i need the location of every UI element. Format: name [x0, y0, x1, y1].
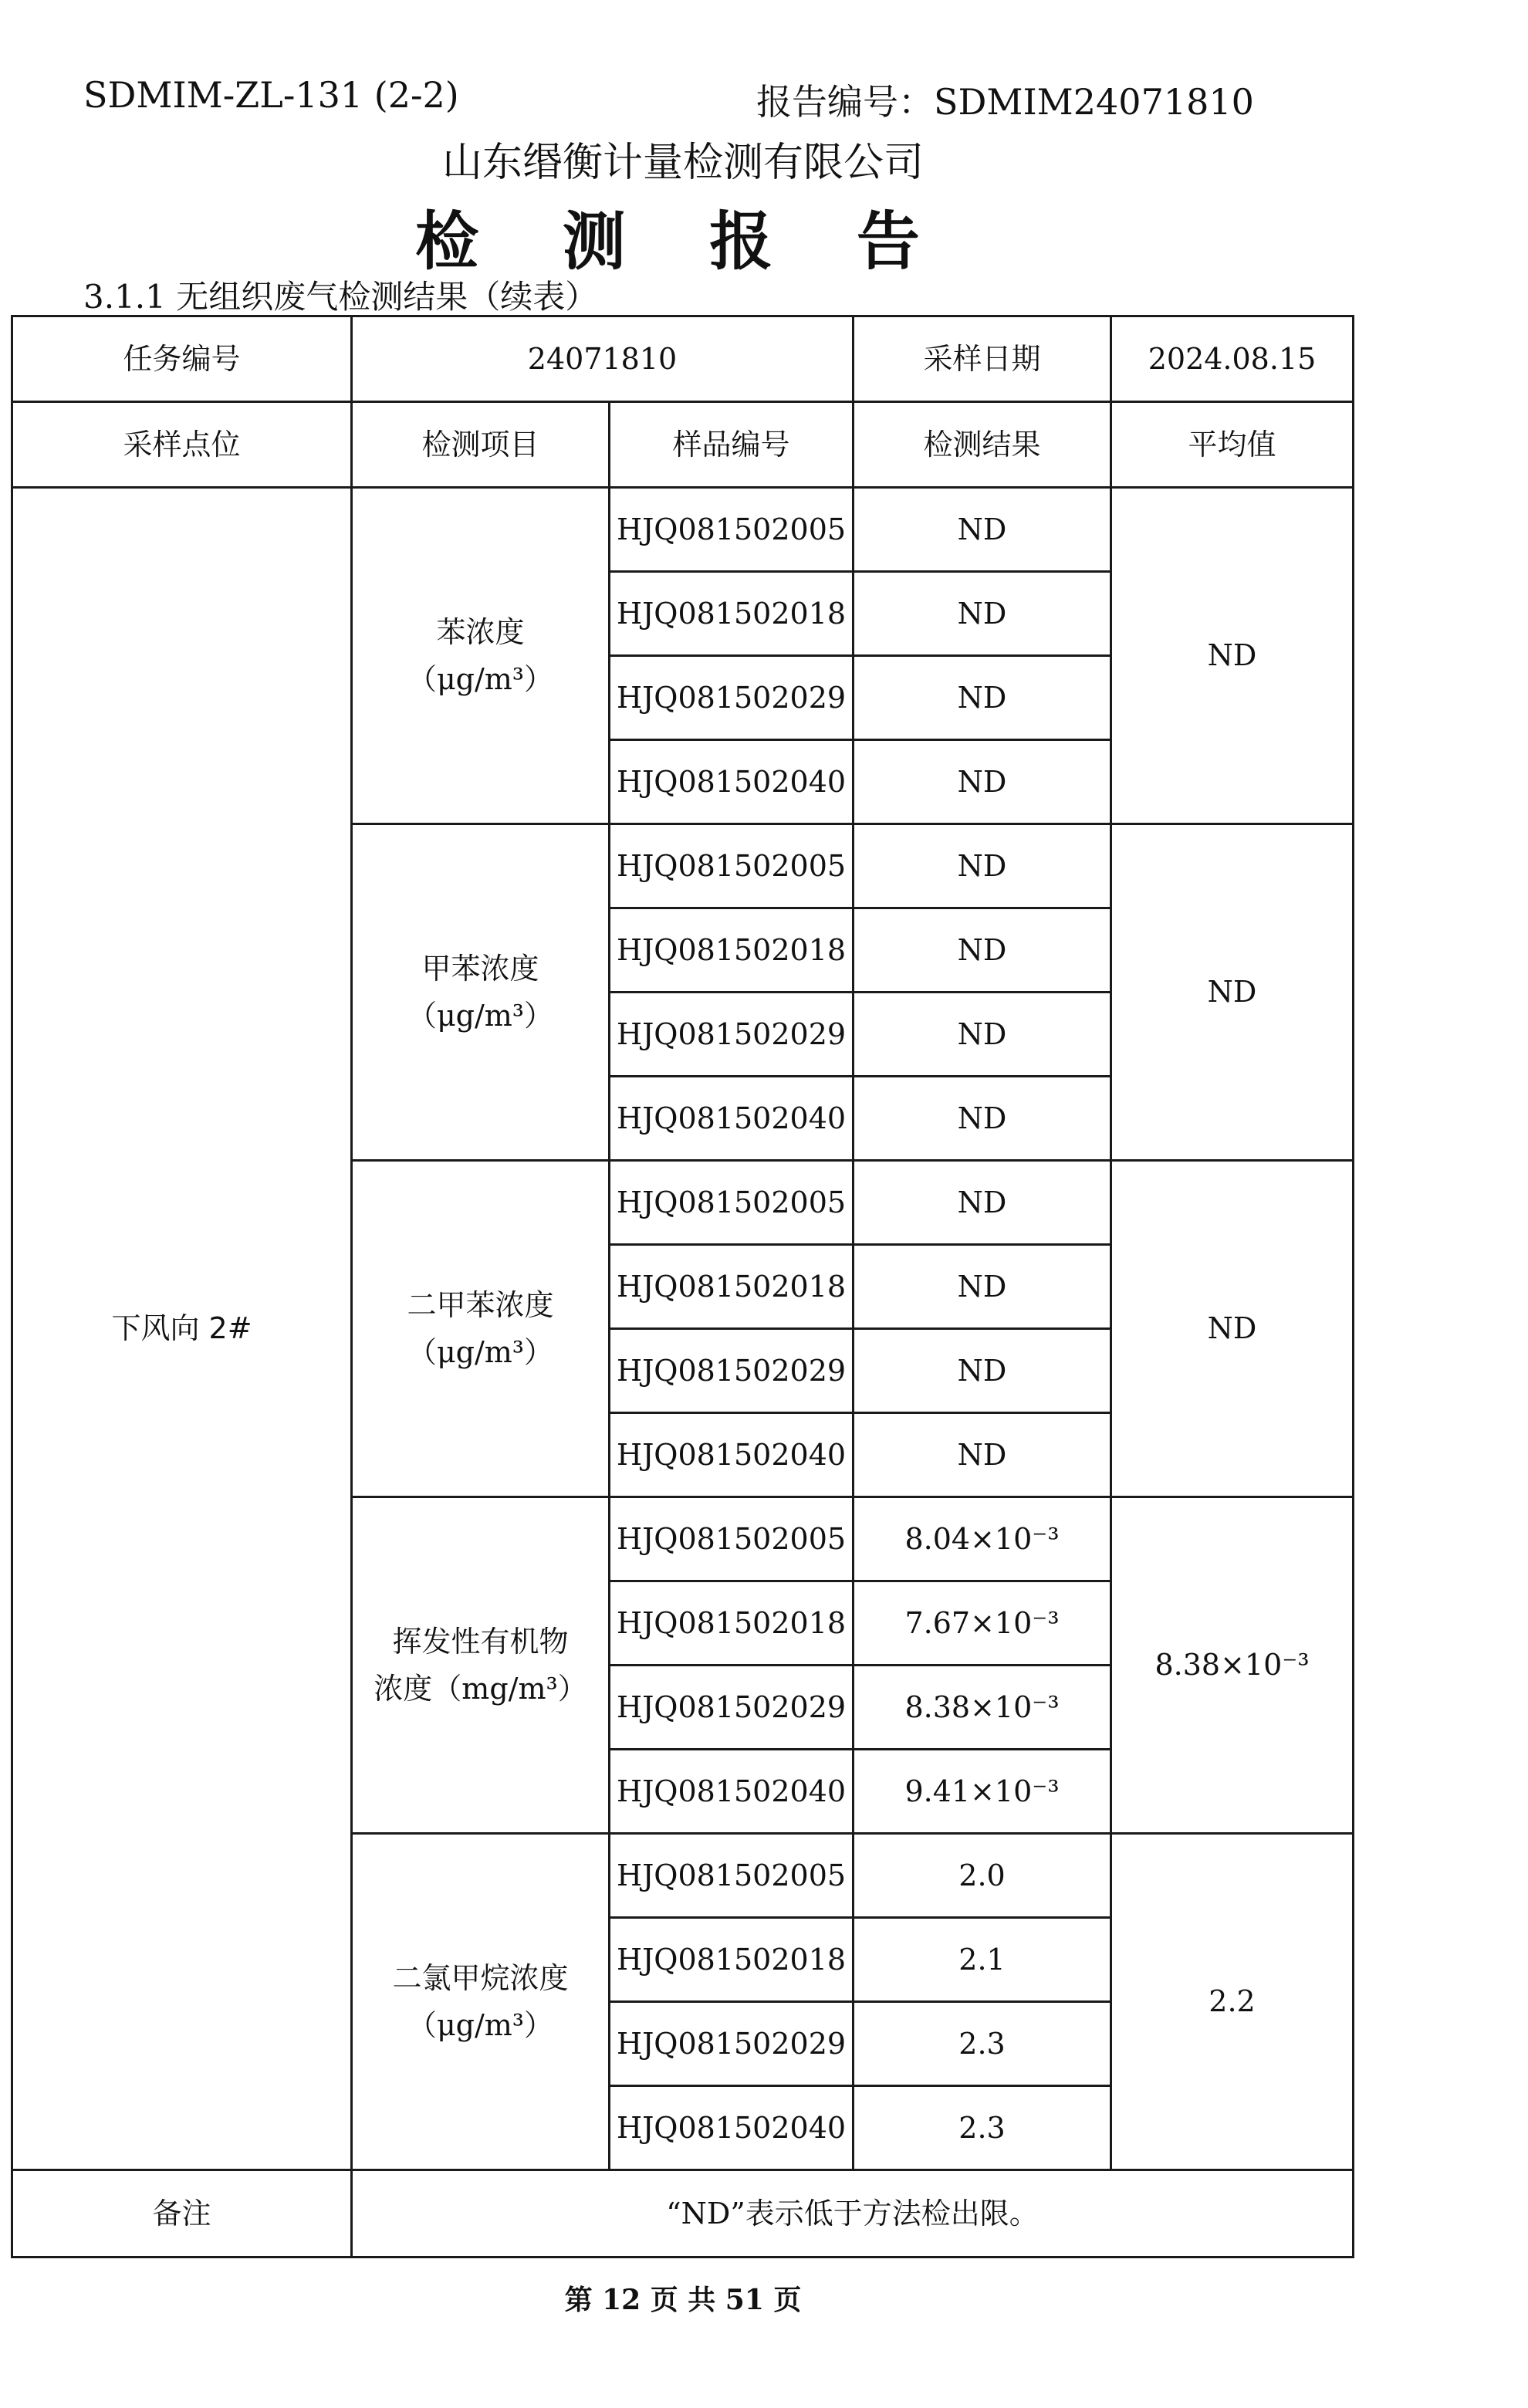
report-title: 检 测 报 告: [415, 205, 951, 279]
col-header-item: 检测项目: [352, 402, 610, 488]
test-result: ND: [854, 1413, 1111, 1497]
sample-number: HJQ081502018: [610, 572, 854, 656]
col-header-sample: 样品编号: [610, 402, 854, 488]
test-result: ND: [854, 1329, 1111, 1413]
average-value: ND: [1111, 824, 1354, 1161]
report-number-label: 报告编号：: [756, 81, 934, 123]
test-item: [352, 1497, 610, 1834]
sample-number: HJQ081502040: [610, 1750, 854, 1834]
document-code: SDMIM-ZL-131 (2-2): [83, 74, 459, 116]
test-result: 2.3: [854, 2002, 1111, 2086]
average-value: 2.2: [1111, 1834, 1354, 2170]
test-item: [352, 824, 610, 1161]
test-result: 8.38×10⁻³: [854, 1666, 1111, 1750]
table-row: [12, 488, 1354, 572]
test-result: ND: [854, 656, 1111, 740]
test-result: ND: [854, 993, 1111, 1077]
test-item-unit: （μg/m³）: [407, 661, 554, 696]
task-number-label: 任务编号: [12, 316, 352, 402]
test-item-unit: （μg/m³）: [407, 998, 554, 1033]
test-result: 2.3: [854, 2086, 1111, 2170]
col-header-location: 采样点位: [12, 402, 352, 488]
sample-number: HJQ081502029: [610, 993, 854, 1077]
test-result: ND: [854, 1077, 1111, 1161]
test-item-unit: 浓度（mg/m³）: [374, 1671, 587, 1706]
company-name: 山东缗衡计量检测有限公司: [441, 140, 924, 186]
sample-number: HJQ081502005: [610, 488, 854, 572]
column-header-row: [12, 402, 1354, 488]
test-item-unit: （μg/m³）: [407, 2007, 554, 2042]
test-result: ND: [854, 740, 1111, 824]
test-result: 8.04×10⁻³: [854, 1497, 1111, 1581]
report-number-value: SDMIM24071810: [934, 81, 1254, 123]
sample-number: HJQ081502029: [610, 656, 854, 740]
sample-number: HJQ081502018: [610, 1918, 854, 2002]
sampling-date-value: 2024.08.15: [1111, 316, 1354, 402]
results-table: [11, 315, 1354, 2258]
sample-number: HJQ081502018: [610, 1245, 854, 1329]
average-value: 8.38×10⁻³: [1111, 1497, 1354, 1834]
section-title: 3.1.1 无组织废气检测结果（续表）: [83, 278, 598, 316]
sample-number: HJQ081502040: [610, 1413, 854, 1497]
test-item-unit: （μg/m³）: [407, 1334, 554, 1369]
sample-number: HJQ081502018: [610, 1581, 854, 1666]
test-item-name: 甲苯浓度: [421, 951, 539, 986]
sample-number: HJQ081502040: [610, 740, 854, 824]
col-header-average: 平均值: [1111, 402, 1354, 488]
test-result: ND: [854, 824, 1111, 908]
test-result: ND: [854, 488, 1111, 572]
sample-number: HJQ081502040: [610, 1077, 854, 1161]
test-item: [352, 488, 610, 824]
average-value: ND: [1111, 488, 1354, 824]
sampling-date-label: 采样日期: [854, 316, 1111, 402]
col-header-result: 检测结果: [854, 402, 1111, 488]
sampling-location: 下风向 2#: [12, 488, 352, 2170]
task-number-value: 24071810: [352, 316, 854, 402]
sample-number: HJQ081502029: [610, 1666, 854, 1750]
test-item-name: 挥发性有机物: [392, 1624, 569, 1659]
sample-number: HJQ081502005: [610, 824, 854, 908]
report-number: [756, 74, 1254, 125]
test-item: [352, 1161, 610, 1497]
test-result: ND: [854, 572, 1111, 656]
test-item-name: 苯浓度: [436, 614, 525, 649]
remark-row: [12, 2170, 1354, 2258]
test-result: 2.1: [854, 1918, 1111, 2002]
test-result: ND: [854, 908, 1111, 993]
test-result: 9.41×10⁻³: [854, 1750, 1111, 1834]
average-value: ND: [1111, 1161, 1354, 1497]
test-item-name: 二氯甲烷浓度: [392, 1960, 569, 1995]
sample-number: HJQ081502018: [610, 908, 854, 993]
test-result: ND: [854, 1161, 1111, 1245]
task-info-row: [12, 316, 1354, 402]
remark-text: “ND”表示低于方法检出限。: [352, 2170, 1354, 2258]
test-result: ND: [854, 1245, 1111, 1329]
sample-number: HJQ081502029: [610, 2002, 854, 2086]
sample-number: HJQ081502005: [610, 1161, 854, 1245]
test-result: 2.0: [854, 1834, 1111, 1918]
sample-number: HJQ081502040: [610, 2086, 854, 2170]
remark-label: 备注: [12, 2170, 352, 2258]
page-footer: 第 12 页 共 51 页: [564, 2284, 802, 2316]
sample-number: HJQ081502005: [610, 1834, 854, 1918]
test-result: 7.67×10⁻³: [854, 1581, 1111, 1666]
sample-number: HJQ081502005: [610, 1497, 854, 1581]
sample-number: HJQ081502029: [610, 1329, 854, 1413]
test-item: [352, 1834, 610, 2170]
test-item-name: 二甲苯浓度: [407, 1287, 554, 1322]
